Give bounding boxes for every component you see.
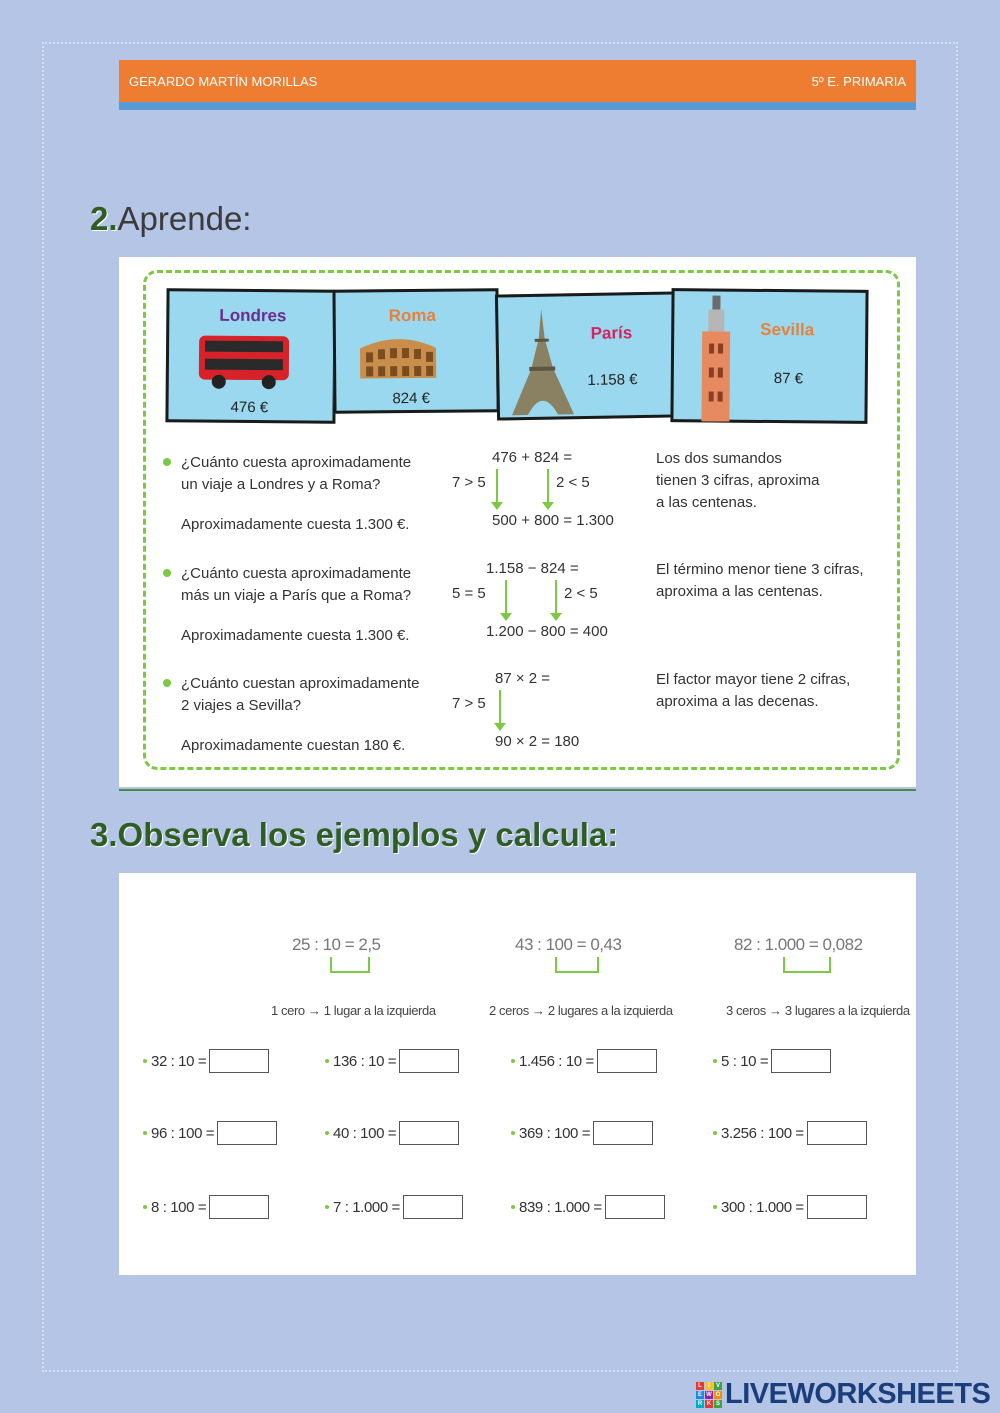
explain-line: El término menor tiene 3 cifras, [656,561,864,578]
exercise-label: 96 : 100 = [151,1124,215,1142]
section-3-label: Observa los ejemplos y calcula: [117,816,619,853]
example-equation: 82 : 1.000 = 0,082 [734,935,863,954]
logo-letter: R [697,1400,703,1407]
answer-text: Aproximadamente cuesta 1.300 €. [181,516,410,533]
exercise-label: 839 : 1.000 = [519,1198,602,1216]
exercise-label: 136 : 10 = [333,1052,397,1070]
calc-bottom: 90 × 2 = 180 [495,733,580,750]
logo-letter: I [705,1382,713,1390]
question-line: un viaje a Londres y a Roma? [181,476,381,493]
city-price: 476 € [230,398,269,417]
exercise-item [713,1121,867,1145]
arrow-down-icon [505,580,507,614]
arrow-down-icon [499,690,501,724]
explanation [656,559,896,603]
answer-input[interactable] [593,1121,653,1145]
city-name: Londres [219,305,287,326]
city-price: 1.158 € [587,371,638,389]
exercise-item [511,1195,665,1219]
arrow-down-icon [547,469,549,503]
logo-letter: V [715,1382,720,1389]
logo-grid-icon [696,1382,722,1408]
city-price: 87 € [773,370,804,388]
exercise-label: 3.256 : 100 = [721,1124,804,1142]
question-text [181,673,451,717]
bracket-arrow-icon [555,957,599,973]
giralda-icon [693,295,738,421]
bus-icon [195,332,296,391]
question-line: ¿Cuánto cuestan aproximadamente [181,675,420,692]
explain-line: El factor mayor tiene 2 cifras, [656,671,851,688]
exercise-item [325,1195,463,1219]
exercise-label: 7 : 1.000 = [333,1198,400,1216]
bracket-arrow-icon [330,957,370,973]
answer-input[interactable] [771,1049,831,1073]
question-line: ¿Cuánto cuesta aproximadamente [181,565,412,582]
answer-input[interactable] [399,1121,459,1145]
exercise-item [713,1049,831,1073]
exercise-panel [119,873,916,1275]
section-3-number: 3. [90,816,118,853]
section-2-title [90,200,251,238]
explain-line: aproxima a las centenas. [656,583,823,600]
answer-text: Aproximadamente cuesta 1.300 €. [181,627,410,644]
calc-bottom: 500 + 800 = 1.300 [492,512,614,529]
example-rule: 2 ceros → 2 lugares a la izquierda [489,1003,673,1018]
author-name: GERARDO MARTÍN MORILLAS [129,73,318,89]
logo-text: LIVEWORKSHEETS [725,1378,991,1410]
answer-input[interactable] [209,1195,269,1219]
city-card-londres [165,288,336,423]
city-card-roma [332,288,499,413]
exercise-item [143,1049,269,1073]
bullet-icon [163,458,171,466]
city-card-sevilla [670,288,868,424]
calc-top: 1.158 − 824 = [486,560,579,577]
city-strip [166,289,868,423]
section-3-title [90,816,618,854]
exercise-item [511,1049,657,1073]
city-price: 824 € [392,389,431,408]
example-rule: 1 cero → 1 lugar a la izquierda [271,1003,436,1018]
section-divider [119,789,916,791]
exercise-label: 369 : 100 = [519,1124,591,1142]
exercise-label: 40 : 100 = [333,1124,397,1142]
logo-letter: S [715,1400,720,1407]
logo-letter: E [697,1391,702,1398]
explain-line: a las centenas. [656,494,757,511]
answer-input[interactable] [399,1049,459,1073]
exercise-item [511,1121,653,1145]
example-rule: 3 ceros → 3 lugares a la izquierda [726,1003,910,1018]
left-compare: 7 > 5 [452,695,486,712]
question-line: 2 viajes a Sevilla? [181,697,302,714]
eiffel-tower-icon [506,308,578,417]
exercise-label: 5 : 10 = [721,1052,769,1070]
left-compare: 7 > 5 [452,474,486,491]
exercise-label: 1.456 : 10 = [519,1052,594,1070]
arrow-down-icon [496,469,498,503]
city-name: Sevilla [760,319,815,340]
explanation [656,669,896,713]
exercise-item [325,1049,459,1073]
header-underline [119,102,916,110]
exercise-item [143,1195,269,1219]
answer-input[interactable] [807,1121,867,1145]
bullet-icon [163,569,171,577]
logo-letter: W [706,1391,712,1398]
answer-input[interactable] [403,1195,463,1219]
section-2-label: Aprende: [117,200,252,237]
explanation [656,448,896,514]
example-equation: 43 : 100 = 0,43 [515,935,622,954]
right-compare: 2 < 5 [556,474,590,491]
learn-panel [119,257,916,787]
answer-input[interactable] [605,1195,665,1219]
calc-top: 87 × 2 = [495,670,551,687]
example-equation: 25 : 10 = 2,5 [292,935,381,954]
explain-line: aproxima a las decenas. [656,693,819,710]
answer-input[interactable] [597,1049,657,1073]
arrow-down-icon [555,580,557,614]
exercise-item [325,1121,459,1145]
grade-label: 5º E. PRIMARIA [811,73,906,89]
exercise-item [713,1195,867,1219]
calc-bottom: 1.200 − 800 = 400 [486,623,608,640]
question-line: ¿Cuánto cuesta aproximadamente [181,454,412,471]
answer-input[interactable] [209,1049,269,1073]
section-2-number: 2. [90,200,118,237]
right-compare: 2 < 5 [564,585,598,602]
question-text [181,452,451,496]
answer-input[interactable] [217,1121,277,1145]
question-line: más un viaje a París que a Roma? [181,587,412,604]
exercise-item [143,1121,277,1145]
explain-line: Los dos sumandos [656,450,782,467]
city-name: Roma [388,305,437,326]
answer-text: Aproximadamente cuestan 180 €. [181,737,406,754]
exercise-label: 8 : 100 = [151,1198,207,1216]
logo-letter: O [715,1391,721,1398]
colosseum-icon [358,330,438,381]
liveworksheets-logo[interactable] [696,1378,990,1411]
exercise-label: 32 : 10 = [151,1052,207,1070]
bullet-icon [163,679,171,687]
calc-top: 476 + 824 = [492,449,573,466]
explain-line: tienen 3 cifras, aproxima [656,472,820,489]
city-name: París [590,323,633,343]
left-compare: 5 = 5 [452,585,486,602]
logo-letter: L [696,1382,704,1390]
page-header [119,60,916,102]
answer-input[interactable] [807,1195,867,1219]
bracket-arrow-icon [783,957,831,973]
logo-letter: K [706,1400,712,1407]
question-text [181,563,451,607]
city-card-paris [495,291,677,420]
exercise-label: 300 : 1.000 = [721,1198,804,1216]
